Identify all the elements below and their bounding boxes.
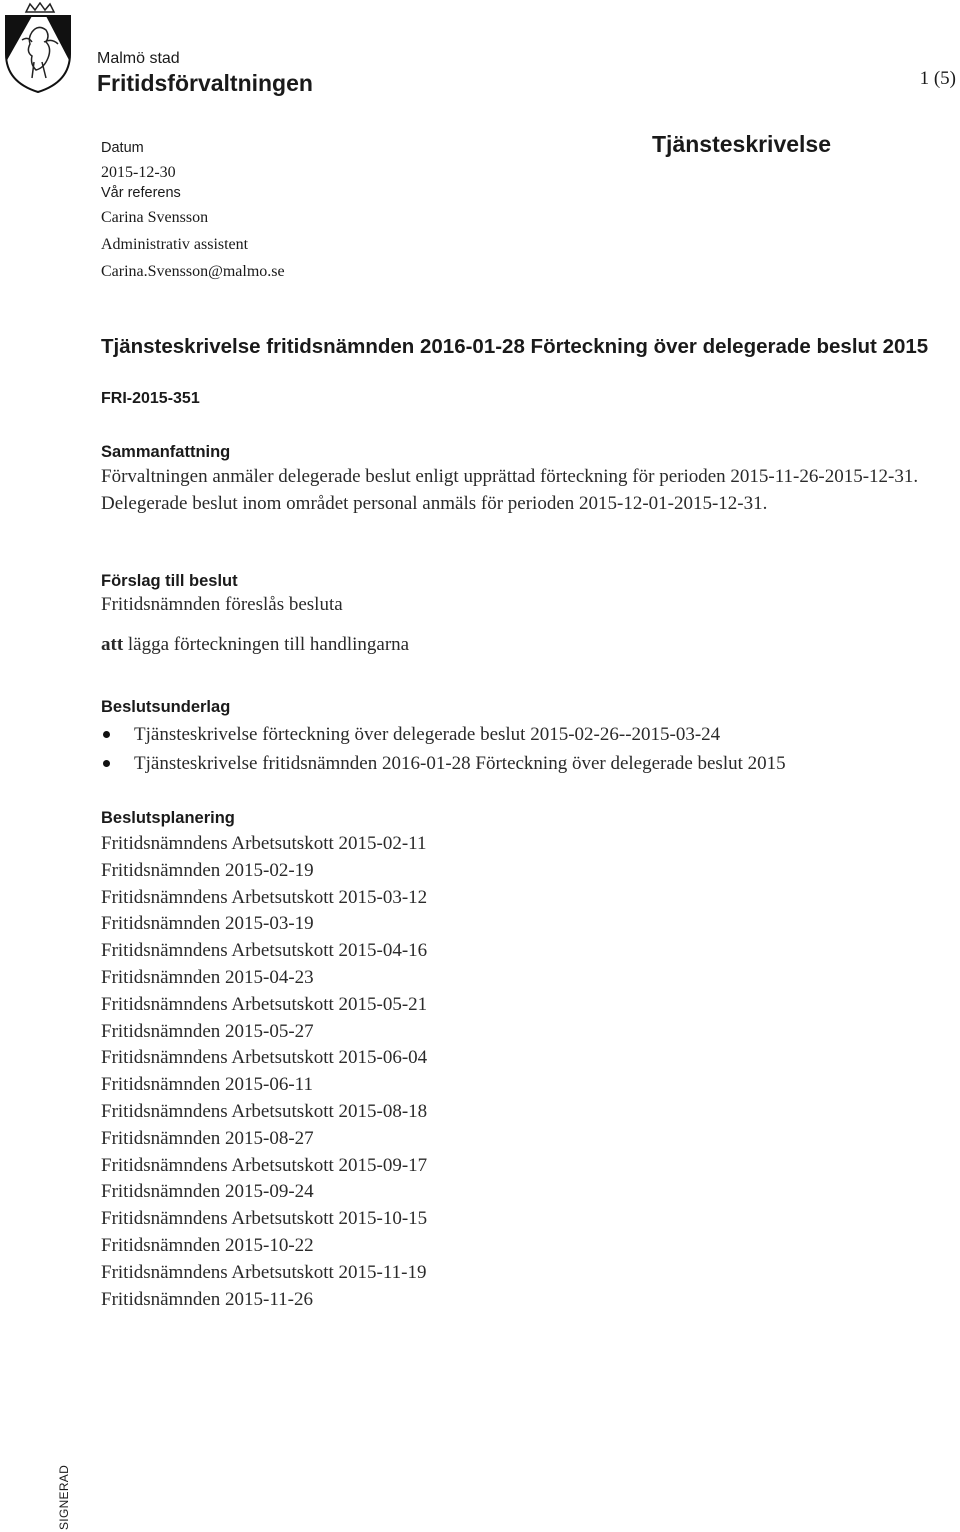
planning-item: Fritidsnämndens Arbetsutskott 2015-02-11 xyxy=(101,833,427,854)
planning-item: Fritidsnämnden 2015-10-22 xyxy=(101,1234,314,1256)
planning-item: Fritidsnämnden 2015-06-11 xyxy=(101,1074,313,1096)
planning-item: Fritidsnämndens Arbetsutskott 2015-09-17 xyxy=(101,1154,428,1176)
planning-item: Fritidsnämndens Arbetsutskott 2015-04-16 xyxy=(101,940,428,962)
planning-item: Fritidsnämnden 2015-11-26 xyxy=(101,1288,313,1310)
document-title: Tjänsteskrivelse fritidsnämnden 2016-01-28 Förteckning över delegerade beslut 2015 xyxy=(101,335,929,358)
planning-item: Fritidsnämndens Arbetsutskott 2015-05-21 xyxy=(101,993,428,1015)
proposal-heading: Förslag till beslut xyxy=(101,572,238,590)
summary-text: Förvaltningen anmäler delegerade beslut enligt upprättad förteckning för perioden 2015-11-26-2015-12-31. Delegerade beslut inom området personal anmäls för perioden 2015-12-01-2015-12-31. xyxy=(101,466,919,514)
basis-item xyxy=(101,749,931,778)
reference-email[interactable]: Carina.Svensson@malmo.se xyxy=(101,263,285,280)
reference-role: Administrativ assistent xyxy=(101,236,249,253)
malmo-coat-of-arms-logo xyxy=(2,2,74,94)
basis-item-text: Tjänsteskrivelse förteckning över delegerade beslut 2015-02-26--2015-03-24 xyxy=(134,724,721,745)
planning-item: Fritidsnämndens Arbetsutskott 2015-03-12 xyxy=(101,886,428,908)
planning-item: Fritidsnämnden 2015-03-19 xyxy=(101,913,314,935)
document-type: Tjänsteskrivelse xyxy=(652,131,832,157)
planning-item: Fritidsnämnden 2015-04-23 xyxy=(101,966,314,988)
proposal-att-clause xyxy=(101,631,931,658)
basis-item-text: Tjänsteskrivelse fritidsnämnden 2016-01-28 Förteckning över delegerade beslut 2015 xyxy=(134,753,786,774)
basis-item xyxy=(101,720,931,749)
planning-item: Fritidsnämnden 2015-08-27 xyxy=(101,1127,314,1149)
planning-item: Fritidsnämndens Arbetsutskott 2015-08-18 xyxy=(101,1100,428,1122)
signed-stamp: SIGNERAD xyxy=(57,1464,71,1530)
planning-item: Fritidsnämndens Arbetsutskott 2015-11-19 xyxy=(101,1261,427,1283)
planning-item: Fritidsnämnden 2015-09-24 xyxy=(101,1181,314,1203)
planning-item: Fritidsnämndens Arbetsutskott 2015-10-15 xyxy=(101,1208,428,1230)
department-name: Fritidsförvaltningen xyxy=(97,70,313,96)
page-number: 1 (5) xyxy=(919,68,956,89)
basis-list xyxy=(101,720,931,778)
planning-heading: Beslutsplanering xyxy=(101,809,235,827)
planning-item: Fritidsnämnden 2015-05-27 xyxy=(101,1020,314,1042)
planning-item: Fritidsnämnden 2015-02-19 xyxy=(101,859,314,881)
case-number: FRI-2015-351 xyxy=(101,390,200,407)
summary-heading: Sammanfattning xyxy=(101,443,231,461)
planning-list xyxy=(101,831,427,1313)
planning-item: Fritidsnämndens Arbetsutskott 2015-06-04 xyxy=(101,1047,428,1069)
date-value: 2015-12-30 xyxy=(101,164,176,181)
att-text: lägga förteckningen till handlingarna xyxy=(123,634,410,655)
reference-name: Carina Svensson xyxy=(101,209,209,226)
bullet-icon xyxy=(103,731,110,738)
proposal-intro: Fritidsnämnden föreslås besluta xyxy=(101,594,343,615)
organization-name: Malmö stad xyxy=(97,50,180,67)
reference-label: Vår referens xyxy=(101,185,181,201)
att-keyword: att xyxy=(101,634,124,655)
basis-heading: Beslutsunderlag xyxy=(101,698,231,716)
bullet-icon xyxy=(103,760,110,767)
date-label: Datum xyxy=(101,140,144,156)
